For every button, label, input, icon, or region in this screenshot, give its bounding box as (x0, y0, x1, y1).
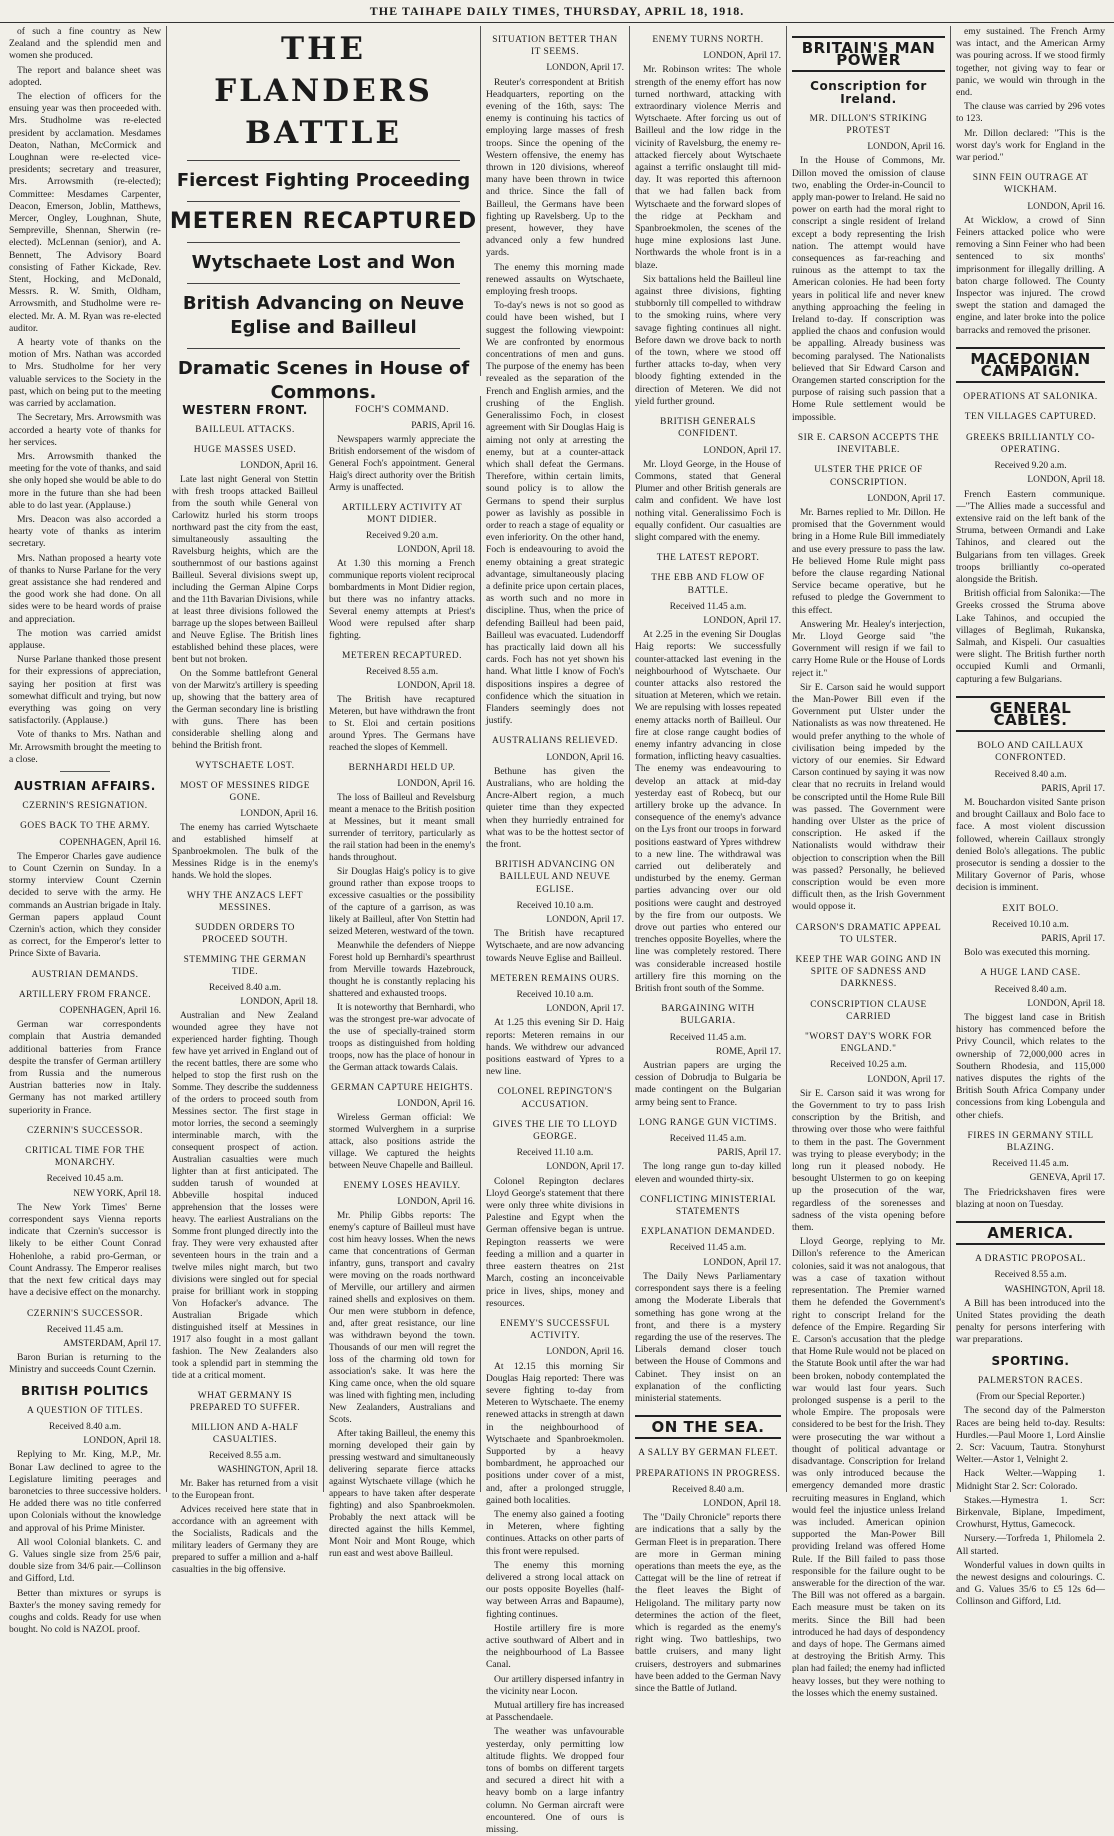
received-time: Received 9.20 a.m. (365, 531, 439, 541)
paragraph: The Emperor Charles gave audience to Count Czernin on Sunday. In a stormy interview Count Czernin decided to serve with the army. He commands an Austrian brigade in Italy. German papers applaud Count Czernin's action, which they consider as correct, for the Emperor's letter to Prince Sixte of Bavaria. (9, 850, 161, 960)
dateline: AMSTERDAM, April 17. (63, 1338, 161, 1349)
section-heading: ON THE SEA. (635, 1415, 781, 1439)
paragraph: After taking Bailleul, the enemy this morning developed their gain by pressing westward and simultaneously delivering separate fierce attacks against Wytschaete village (which he appears to have taken after desperate fighting) and also Spanbroekmolen. Probably the next attack will be directed against the hills Kemmel, Mont Noir and Mont Rouge, which run east and west above Bailleul. (329, 1429, 475, 1559)
paragraph: Answering Mr. Healey's interjection, Mr. Lloyd George said "the Government will resign if we fail to carry Home Rule or the House of Lords reject it." (792, 618, 945, 679)
subheading: TEN VILLAGES CAPTURED. (964, 412, 1097, 423)
dateline: LONDON, April 16. (546, 752, 624, 763)
paragraph: At 12.15 this morning Sir Douglas Haig reported: There was severe fighting to-day from Meteren to Wytschaete. The enemy renewed attacks in strength at dawn in the neighbourhood of Wytschaete and Spanbroekmolen. Supported by a heavy bombardment, he approached our positions under cover of a mist, and, after a prolonged struggle, gained both localities. (486, 1360, 624, 1506)
paragraph: Vote of thanks to Mrs. Nathan and Mr. Arrowsmith brought the meeting to a close. (9, 729, 161, 765)
subheading: GREEKS BRILLIANTLY CO-OPERATING. (966, 432, 1095, 455)
dateline: LONDON, April 16. (546, 1347, 624, 1358)
subheading: WHY THE ANZACS LEFT MESSINES. (186, 891, 303, 913)
paragraph: Mrs. Deacon was also accorded a hearty vote of thanks as interim secretary. (9, 513, 161, 550)
dateline: PARIS, April 17. (1041, 783, 1105, 794)
paragraph: It is noteworthy that Bernhardi, who was the strongest pre-war advocate of the use of specially-trained storm troops as distinguished from holding troops, now has the place of honour in the German attack towards Calais. (329, 1003, 475, 1073)
paragraph: The Secretary, Mrs. Arrowsmith was accorded a hearty vote of thanks for her services. (9, 412, 161, 448)
subheading: MR. DILLON'S STRIKING PROTEST (809, 113, 928, 137)
paragraph: The report and balance sheet was adopted. (9, 64, 161, 88)
paragraph: At 1.30 this morning a French communique reports violent reciprocal bombardments in Mont Didier region, but there was no infantry attacks. Several enemy attempts at Priest's Wood were repulsed after sharp fighting. (329, 559, 475, 641)
received-time: Received 11.45 a.m. (669, 601, 747, 612)
paragraph: Hostile artillery fire is more active southward of Albert and in the neighbourhood of La Bassee Canal. (486, 1622, 624, 1671)
subheading: SITUATION BETTER THAN IT SEEMS. (492, 35, 618, 58)
subheading: CONSCRIPTION CLAUSE CARRIED (810, 999, 927, 1022)
subheading: AUSTRIAN DEMANDS. (31, 969, 139, 980)
paragraph: Meanwhile the defenders of Nieppe Forest hold up Bernhardi's spearthrust from Merville towards Hazebrouck, thought he is constantly replacing his shattered and exhausted troops. (329, 941, 475, 999)
section-heading: WESTERN FRONT. (182, 403, 308, 417)
subheading: STEMMING THE GERMAN TIDE. (183, 955, 307, 977)
dateline: LONDON, April 18. (397, 681, 475, 691)
section-heading: AMERICA. (956, 1221, 1105, 1245)
dateline: LONDON, April 18. (240, 997, 318, 1007)
paragraph: Colonel Repington declares Lloyd George's statement that there were only three white divisions in Palestine and Egypt when the German offensive began is untrue. Repington reasserts we were feeding a million and a quarter in three eastern theatres on 21st March, costing an inconceivable price in lives, ships, money and resources. (486, 1175, 624, 1309)
subheading: BRITISH GENERALS CONFIDENT. (660, 417, 756, 440)
dateline: LONDON, April 17. (546, 63, 624, 74)
paragraph: M. Bouchardon visited Sante prison and brought Caillaux and Bolo face to face. A most violent discussion followed, wherein Caillaux strongly denied Bolo's allegations. The public prosecutor is sending a dossier to the Military Governor of Paris, whose decision is imminent. (956, 796, 1105, 894)
subheading: CZERNIN'S SUCCESSOR. (27, 1308, 143, 1319)
paragraph: Sir E. Carson said he would support the Man-Power Bill even if the Government put Ulster under the Nationalists as was now threatened. He would prefer anything to the whole of civilisation being impeded by the victory of our enemies. Sir Edward Carson continued by saying it was now clear that no recruits in Ireland would be conscripted until the Home Rule Bill was passed. The Government were handing over Ulster as the price of conscription. He asked if the Nationalists would withdraw their objection to conscription when the Bill was passed? Personally, he believed conscription would be even more difficult then, as the Irish Government would oppose it. (792, 681, 945, 913)
column-2b (324, 396, 481, 1559)
received-time: Received 10.10 a.m. (516, 900, 594, 911)
deck-1: Fiercest Fighting Proceeding (176, 170, 471, 191)
paragraph: The Friedrickshaven fires were blazing at noon on Tuesday. (956, 1186, 1105, 1210)
dateline: LONDON, April 16. (867, 142, 945, 153)
paragraph: Nursery.—Torfreda 1, Philomela 2. All started. (956, 1533, 1105, 1557)
divider (187, 201, 460, 202)
advertisement: Wonderful values in down quilts in the newest designs and colourings. C. and G. Values 35/6 to £5 12s 6d—Collinson and Gifford, Ltd. (956, 1559, 1105, 1608)
paragraph: The enemy has carried Wytschaete and established himself at Spanbroekmolen. The bulk of the Messines Ridge is in the enemy's hands. We hold the slopes. (172, 823, 318, 881)
received-time: Received 8.40 a.m. (671, 1484, 745, 1495)
dateline: COPENHAGEN, April 16. (59, 837, 161, 848)
dateline: NEW YORK, April 18. (73, 1188, 161, 1199)
column-6 (951, 26, 1110, 1608)
deck-4: British Advancing on Neuve Eglise and Bailleul (182, 293, 465, 338)
paragraph: Mrs. Arrowsmith thanked the meeting for the vote of thanks, and said she only hoped she would be able to do more in the future than she had been able to do last year. (Applause.) (9, 450, 161, 511)
received-time: Received 10.10 a.m. (992, 919, 1069, 930)
subheading: WYTSCHAETE LOST. (195, 761, 295, 771)
divider (187, 348, 460, 349)
received-time: Received 8.40 a.m. (48, 1421, 122, 1432)
subheading: OPERATIONS AT SALONIKA. (963, 392, 1098, 403)
byline: (From our Special Reporter.) (976, 1392, 1085, 1403)
dateline: LONDON, April 16. (1027, 201, 1105, 212)
section-heading: GENERAL CABLES. (956, 696, 1105, 732)
subheading: CONFLICTING MINISTERIAL STATEMENTS (639, 1194, 777, 1218)
paragraph: British official from Salonika:—The Greeks crossed the Struma above Lake Tahinos, and occupied the villages of Beglimah, Rukanska, Salmah, and Kispeli. Our casualties were slight. The British further north occupied Kumli and Ormanli, capturing a few Bulgarians. (956, 588, 1105, 685)
column-5 (787, 26, 951, 1699)
section-heading: AUSTRIAN AFFAIRS. (14, 778, 156, 793)
paragraph: The enemy this morning made renewed assaults on Wytschaete, employing fresh troops. (486, 261, 624, 298)
dateline: LONDON, April 17. (703, 1257, 781, 1268)
subheading: BARGAINING WITH BULGARIA. (661, 1004, 755, 1027)
paragraph: The second day of the Palmerston Races are being held to-day. Results: Hurdles.—Paul Moore 1, Lord Ainslie 2. Scr: Vacuum, Tautra. Stonyhurst Welter.—Astor 1, Velnight 2. (956, 1405, 1105, 1466)
received-time: Received 10.25 a.m. (830, 1060, 907, 1071)
subheading: PREPARATIONS IN PROGRESS. (635, 1468, 781, 1479)
paragraph: Mutual artillery fire has increased at Passchendaele. (486, 1700, 624, 1724)
subheading: A SALLY BY GERMAN FLEET. (638, 1448, 778, 1459)
paragraph: Lloyd George, replying to Mr. Dillon's reference to the American colonies, said it was not analogous, that was a case of taxation without representation. The Premier warned them he defended the Government's right to conscript Ireland for the defence of the Empire. Regarding Sir E. Carson's accusation that the pledge that Home Rule would not be placed on the Statute Book until after the war had been broken, nobody contemplated the war would last four years. Such prolonged suspense is a peril to the whole Empire. The proposals were considered to be best for the Irish. They were prosecuting the war without a thought of political advantage or disadvantage. Conscription for Ireland was only introduced because the emergency demanded more drastic recruiting measures in England, which would feel the injustice unless Ireland was included. American opinion supported the Man-Power Bill providing Ireland was offered Home Rule. If the Bill failed to pass those responsible for the failure ought to be answerable for the direction of the war. The Bill was not offered as a bargain. Each measure must be taken on its merits. Since the Bill had been introduced he had days of despondency and days of hope. The Germans aimed at destroying the British Army. This plan had failed; the enemy had inflicted heavy losses, but they were nothing to the losses which the enemy sustained. (792, 1236, 945, 1699)
paragraph: Mr. Dillon declared: "This is the worst day's work for England in the war period." (956, 127, 1105, 164)
received-time: Received 8.55 a.m. (994, 1270, 1067, 1281)
divider (187, 283, 460, 284)
received-time: Received 11.45 a.m. (669, 1134, 747, 1145)
dateline: PARIS, April 17. (717, 1148, 781, 1159)
column-3 (481, 26, 630, 1836)
dateline: LONDON, April 17. (546, 1162, 624, 1173)
paragraph: A hearty vote of thanks on the motion of Mrs. Nathan was accorded to Mrs. Studholme for her very valuable services to the Society in the past, which on being put to the meeting was carried by acclamation. (9, 337, 161, 410)
dateline: LONDON, April 17. (703, 445, 781, 456)
dateline: PARIS, April 17. (1041, 934, 1105, 944)
received-time: Received 11.45 a.m. (992, 1159, 1069, 1170)
subheading: BERNHARDI HELD UP. (348, 763, 456, 773)
paragraph: Sir E. Carson said it was wrong for the Government to try to pass Irish conscription by the British, and throwing over those who were faithful to them in the past. The Government was trying to please everybody; in the long run it pleased nobody. He besought Ulstermen to go on keeping up the prosecution of the war, regardless of the sorenesses and sadness of the vista opening before them. (792, 1087, 945, 1234)
paragraph: Sir Douglas Haig's policy is to give ground rather than expose troops to excessive casualties or the possibility of the capture of a garrison, as was likely at Bailleul, after Von Stettin had seized Meteren, westward of the town. (329, 867, 475, 937)
paragraph: On the Somme battlefront General von der Marwitz's artillery is speeding up, showing that the battery area of the German secondary line is bristling with guns. There has been considerable shelling along and behind the British front. (172, 669, 318, 751)
paragraph: German war correspondents complain that Austria demanded additional batteries from France despite the transfer of German artillery from Russia and the numerous Austrian batteries now in Italy. Germany has not marked artillery superiority in France. (9, 1019, 161, 1116)
section-heading: BRITISH POLITICS (21, 1383, 149, 1398)
paragraph: Advices received here state that in accordance with an agreement with the Socialists, Radicals and the military leaders of Germany they are prepared to suffer a million and a-half casualties in the big offensive. (172, 1505, 318, 1575)
paragraph: Mr. Lloyd George, in the House of Commons, stated that General Plumer and other British generals are calm and confident. We have lost nothing vital. Generalissimo Foch is equally confident. Our casualties are slight compared with the enemy. (635, 458, 781, 543)
dateline: LONDON, April 16. (397, 779, 475, 789)
subheading: WHAT GERMANY IS PREPARED TO SUFFER. (189, 1391, 301, 1413)
subheading: LONG RANGE GUN VICTIMS. (639, 1117, 777, 1128)
subheading: KEEP THE WAR GOING AND IN SPITE OF SADNESS AND DARKNESS. (795, 955, 942, 990)
paragraph: At 2.25 in the evening Sir Douglas Haig reports: We successfully counter-attacked last evening in the neighbourhood of Wytschaete. Our counter attacks also restored the situation at Meteren, which we retain. We are repulsing with losses repeated enemy attacks north of Bailleul. Our fire at close range caught bodies of enemy infantry advancing in close formation, inflicting heavy casualties. The enemy was endeavouring to develop an attack at mid-day yesterday east of Robecq, but our artillery broke up the advance. In consequence of the enemy's advance on the Lys front our troops in forward positions eastward of Ypres withdrew to a new line. The withdrawal was carried out deliberately and undisturbed by the enemy. German parties advancing over our old positions were caught and destroyed by the fire from our outposts. We drove out parties who entered our trenches opposite Boyelles, where the line was completely restored. There was considerable increased hostile artillery fire this morning on the British front south of the Somme. (635, 629, 781, 995)
subheading: BAILLEUL ATTACKS. (195, 425, 295, 435)
received-time: Received 11.45 a.m. (669, 1032, 747, 1043)
dateline: WASHINGTON, April 18. (217, 1465, 318, 1475)
subheading: MOST OF MESSINES RIDGE GONE. (180, 781, 310, 803)
dateline: LONDON, April 16. (397, 1099, 475, 1109)
dateline: WASHINGTON, April 18. (1004, 1284, 1105, 1295)
dateline: LONDON, April 16. (240, 809, 318, 819)
subheading: ARTILLERY FROM FRANCE. (18, 989, 152, 1000)
paragraph: The British have recaptured Wytschaete, and are now advancing towards Neuve Eglise and Bailleul. (486, 928, 624, 964)
paragraph: Our artillery dispersed infantry in the vicinity near Locon. (486, 1673, 624, 1697)
lead-story-header (167, 26, 481, 403)
paragraph: French Eastern communique.—"The Allies made a successful and extensive raid on the left bank of the Struma, between Ormandi and Lake Tahinos, and cleared out the Bulgarians from ten villages. Greek troops brilliantly co-operated alongside the British. (956, 488, 1105, 585)
subheading: A QUESTION OF TITLES. (26, 1405, 144, 1416)
paragraph: Reuter's correspondent at British Headquarters, reporting on the evening of the 16th, says: The enemy is continuing his tactics of employing large masses of fresh troops. Since the opening of the Western offensive, the enemy has thrown in 120 divisions, whereof many have been thrown in twice and thrice. Since the fall of Bailleul, the Germans have been fighting up Ravelsberg. Up to the present, however, they have advanced only a few hundred yards. (486, 76, 624, 259)
dateline: COPENHAGEN, April 16. (59, 1006, 161, 1017)
divider (187, 160, 460, 161)
dateline: GENEVA, April 17. (1029, 1173, 1105, 1184)
subheading: SINN FEIN OUTRAGE AT WICKHAM. (972, 173, 1089, 196)
divider (60, 771, 110, 772)
paragraph: The biggest land case in British history has commenced before the Privy Council, which relates to the ownership of 72,000,000 acres in Southern Rhodesia, and 115,000 natives disputes the rights of the British South Africa Company under concessions from king Lobengula and other chiefs. (956, 1012, 1105, 1121)
dateline: LONDON, April 18. (1027, 998, 1105, 1009)
paragraph: Mr. Baker has returned from a visit to the European front. (172, 1479, 318, 1501)
newspaper-page (4, 26, 1110, 1836)
dateline: LONDON, April 17. (703, 51, 781, 62)
subheading: ENEMY TURNS NORTH. (652, 35, 764, 45)
paragraph: Mr. Philip Gibbs reports: The enemy's capture of Bailleul must have cost him heavy losses. When the news came that concentrations of German infantry, guns, transport and cavalry were moving on the roads northward of Merville, our artillery and airmen rained shells and explosives on them. Our men were stubborn in defence, and, after great resistance, our line was withdrawn beyond the town. Thousands of our men will regret the loss of the charming old town for association's sake. It was here the King came once, when the old square was lined with fighting men, including New Zealanders, Australians and Scots. (329, 1211, 475, 1425)
subheading: FOCH'S COMMAND. (354, 405, 450, 415)
main-headline: THE FLANDERS BATTLE (214, 31, 433, 151)
deck-5: Dramatic Scenes in House of Commons. (177, 358, 470, 403)
paragraph: Mrs. Nathan proposed a hearty vote of thanks to Nurse Parlane for the very great assistance she had rendered and the good work she had done. On all sides were to be heard words of praise and appreciation. (9, 552, 161, 625)
paragraph: The British have recaptured Meteren, but have withdrawn the front to St. Eloi and certain positions around Ypres. The Germans have reached the slopes of Kemmell. (329, 695, 475, 753)
subheading: SIR E. CARSON ACCEPTS THE INEVITABLE. (797, 432, 940, 456)
dateline: LONDON, April 17. (546, 915, 624, 926)
received-time: Received 10.10 a.m. (516, 990, 594, 1001)
deck-2: METEREN RECAPTURED (169, 209, 478, 234)
dateline: PARIS, April 16. (411, 421, 475, 431)
deck-3: Wytschaete Lost and Won (191, 252, 456, 273)
paragraph: A Bill has been introduced into the United States providing the death penalty for persons interfering with war preparations. (956, 1297, 1105, 1346)
paragraph: Six battalions held the Bailleul line against three divisions, fighting stubbornly till compelled to withdraw to the smoking ruins, where very savage fighting continues all night. Before dawn we drove back to north of the town, where we stood off further attacks to-day, when very bloody fighting extended in the direction of Meteren. We did not yield further ground. (635, 273, 781, 407)
subheading: CZERNIN'S RESIGNATION. (22, 801, 148, 812)
paragraph: The election of officers for the ensuing year was then proceeded with. Mrs. Studholme was re-elected president by acclamation. Mesdames Deaton, Nathan, McCormick and Loughnan were re-elected vice-presidents; secretary and treasurer, Mrs. Arrowsmith (re-elected); Committee: Mesdames Carpenter, Deacon, Emerson, Joblin, Matthews, Mercer, Ongley, Loughnan, Shute, Sempreville, Shennan, Sherwin (re-elected). McLennan (senior), and A. Bennett, The Advisory Board consisting of Father Kickade, Rev. Stent, Hocking, and McDonald, Messrs. R. W. Smith, Oldham, Arrowsmith, and Studholme were re-elected. Mr. A. M. Ryan was re-elected auditor. (9, 91, 161, 334)
paragraph: Bethune has given the Australians, who are holding the Ancre-Albert region, a much quieter time than they expected when they hurriedly entrained for what was to be the hottest sector of the front. (486, 765, 624, 850)
dateline: LONDON, April 16. (397, 1197, 475, 1207)
paragraph: The New York Times' Berne correspondent says Vienna reports indicate that Czernin's successor is likely to be either Count Conrad Hohenlohe, a rabid pro-German, or Count Andrassy. The Emperor realises that the next few critical days may have a decisive effect on the monarchy. (9, 1201, 161, 1299)
dateline: LONDON, April 16. (240, 461, 318, 471)
subheading: FIRES IN GERMANY STILL BLAZING. (967, 1130, 1094, 1154)
subheading: METEREN REMAINS OURS. (490, 973, 620, 984)
paragraph: The Daily News Parliamentary correspondent says there is a feeling among the Moderate Liberals that something has gone wrong at the front, and there is a mystery regarding the use of the reserves. The Liberals demand closer touch between the House of Commons and Cabinet. They insist on an explanation of the conflicting ministerial statements. (635, 1270, 781, 1404)
dateline: LONDON, April 18. (1027, 475, 1105, 486)
subheading: HUGE MASSES USED. (193, 445, 297, 455)
subheading: BOLO AND CAILLAUX CONFRONTED. (977, 741, 1084, 764)
paragraph: Mr. Barnes replied to Mr. Dillon. He promised that the Government would bring in a Home Rule Bill immediately and use every pressure to pass the law. He believed Home Rule might pass before the clause regarding National Service became operative, but he refused to pledge the Government to this effect. (792, 506, 945, 616)
dateline: LONDON, April 17. (867, 1074, 945, 1085)
paragraph: The long range gun to-day killed eleven and wounded thirty-six. (635, 1161, 781, 1185)
paragraph: Replying to Mr. King, M.P., Mr. Bonar Law declined to agree to the Legislature limiting peerages and baronetcies to three successive holders. He added there was no title conferred upon Colonials without the knowledge and approval of his Prime Minister. (9, 1449, 161, 1534)
dateline: LONDON, April 17. (546, 1004, 624, 1015)
section-heading: MACEDONIAN CAMPAIGN. (956, 347, 1105, 383)
subheading: AUSTRALIANS RELIEVED. (491, 736, 619, 747)
paragraph: The weather was unfavourable yesterday, only permitting low altitude flights. We dropped four tons of bombs on different targets and secured a direct hit with a heavy bomb on a large infantry column. No German aircraft were encountered. One of ours is missing. (486, 1726, 624, 1836)
paragraph: of such a fine country as New Zealand and the splendid men and women she produced. (9, 26, 161, 62)
column-1 (4, 26, 167, 1636)
subheading: CARSON'S DRAMATIC APPEAL TO ULSTER. (795, 922, 942, 945)
divider (187, 242, 460, 243)
subheading: ULSTER THE PRICE OF CONSCRIPTION. (814, 465, 923, 488)
subheading: GERMAN CAPTURE HEIGHTS. (331, 1083, 473, 1093)
paragraph: The enemy also gained a footing in Meteren, where fighting continues. Attacks on other parts of this front were repulsed. (486, 1508, 624, 1557)
paragraph: Mr. Robinson writes: The whole strength of the enemy effort has now turned northward, attacking with extraordinary violence Merris and Wytschaete. After forcing us out of Bailleul and the low ridge in the vicinity of Ravelsburg, the enemy re-attacked fiercely about Wytschaete against a terrific onslaught till mid-day. It was reported this afternoon that we had fallen back from Wytschaete and the forward slopes of the ridge at Peckham and Spanbroekmolen, the scenes of the huge mine explosions last June. Northwards the whole front is in a blaze. (635, 64, 781, 271)
section-heading: Conscription for Ireland. (810, 79, 927, 106)
paragraph: To-day's news is not so good as could have been wished, but I suggest the following viewpoint: We are confronted by enormous concentrations of men and guns. The purpose of the enemy has been revealed as the separation of the French and English armies, and the crushing of the English. Generalissimo Foch, in closest agreement with Sir Douglas Haig is aiming not only at arresting the enemy, but at a counter-attack which shall defeat the Germans. Therefore, within certain limits, sound policy is to allow the Germans to spend their surplus power as lavishly as possible in order to reach a stage of equality or even inferiority. On the other hand, Foch is endeavouring to avoid the enemy obtaining a great strategic advantage, simultaneously placing a definite price upon certain places, as worth such and no more in discipline. Thus, when the price of defending Bailleul had been paid, Bailleul was evacuated. Ludendorff has practically laid down all his cards. Foch has not yet shown his hand. What little I know of Foch's dispositions inspires a degree of confidence which the situation in Flanders seemingly does not justify. (486, 300, 624, 727)
paragraph: Austrian papers are urging the cession of Dobrudja to Bulgaria be made contingent on the Bulgarian army being sent to France. (635, 1060, 781, 1108)
section-heading: BRITAIN'S MAN POWER (792, 36, 945, 72)
subheading: COLONEL REPINGTON'S ACCUSATION. (497, 1087, 613, 1110)
paragraph: Stakes.—Hymestra 1. Scr: Birkenvale, Biplane, Impediment, Crowhurst, Hyttus, Gamecock. (956, 1494, 1105, 1531)
paragraph: The "Daily Chronicle" reports there are indications that a sally by the German Fleet is in preparation. There are more in German mining operations than meets the eye, as the Cattegat will be the line of retreat if the fleet leaves the Bight of Heligoland. The military party now determines the action of the fleet, which is regarded as the enemy's right wing. Two battleships, two battle cruisers, and many light cruisers, destroyers and submarines have been added to the German Navy since the Battle of Jutland. (635, 1512, 781, 1694)
dateline: ROME, April 17. (715, 1046, 781, 1057)
subheading: ENEMY'S SUCCESSFUL ACTIVITY. (500, 1318, 610, 1342)
received-time: Received 8.40 a.m. (994, 984, 1067, 995)
paragraph: At Wicklow, a crowd of Sinn Feiners attacked police who were removing a Sinn Feiner who had been sentenced to six months' imprisonment for illegally drilling. A baton charge followed. The County Inspector was injured. The crowd swept the station and damaged the engine, and later broke into the police barracks and removed the prisoner. (956, 214, 1105, 336)
subheading: CRITICAL TIME FOR THE MONARCHY. (25, 1146, 145, 1169)
advertisement: Better than mixtures or syrups is Baxter's the money saving remedy for coughs and colds. Ready for use when bought. No cold is NAZOL proof. (9, 1587, 161, 1636)
section-heading: SPORTING. (991, 1353, 1070, 1368)
column-4 (630, 26, 787, 1694)
paragraph: In the House of Commons, Mr. Dillon moved the omission of clause two, enabling the Order-in-Council to apply man-power to Ireland. He said no power on earth had the moral right to conscript a single resident of Ireland except a body representing the Irish nation. The attempt would have consequences as far-reaching and ruinous as the attempt to tax the American colonies. He had been forty years in political life and never knew anything approaching the feeling in Ireland to-day. If conscription was applied the chaos and confusion would be appalling. Already business was becoming paralysed. The Nationalists believed that Sir Edward Carson and Orangemen started conscription for the purpose of raising such passion that a Home Rule settlement would be impossible. (792, 155, 945, 423)
subheading: ENEMY LOSES HEAVILY. (343, 1181, 461, 1191)
subheading: CZERNIN'S SUCCESSOR. (27, 1125, 143, 1136)
subheading: THE LATEST REPORT. (656, 553, 760, 564)
dateline: LONDON, April 18. (397, 545, 475, 555)
paragraph: Newspapers warmly appreciate the British endorsement of the wisdom of General Foch's appointment. General Haig's direct authority over the British Army is unaffected. (329, 435, 475, 493)
subheading: ARTILLERY ACTIVITY AT MONT DIDIER. (341, 503, 463, 525)
received-time: Received 8.40 a.m. (994, 769, 1067, 780)
received-time: Received 11.45 a.m. (669, 1243, 747, 1254)
received-time: Received 8.40 a.m. (208, 983, 282, 993)
subheading: A DRASTIC PROPOSAL. (975, 1254, 1086, 1265)
received-time: Received 9.20 a.m. (994, 461, 1067, 472)
subheading: THE EBB AND FLOW OF BATTLE. (651, 573, 765, 596)
subheading: PALMERSTON RACES. (978, 1375, 1083, 1386)
paragraph: Bolo was executed this morning. (964, 947, 1091, 959)
subheading: MILLION AND A-HALF CASUALTIES. (191, 1423, 299, 1445)
paragraph: The motion was carried amidst applause. (9, 627, 161, 651)
dateline: LONDON, April 18. (83, 1436, 161, 1447)
dateline: LONDON, April 18. (703, 1498, 781, 1509)
paragraph: Nurse Parlane thanked those present for their expressions of appreciation, saying her position at first was somewhat difficult and trying, but now everything was going on very satisfactorily. (Applause.) (9, 654, 161, 727)
received-time: Received 8.55 a.m. (208, 1451, 282, 1461)
subheading: METEREN RECAPTURED. (342, 651, 462, 661)
received-time: Received 8.55 a.m. (365, 667, 439, 677)
paragraph: Australian and New Zealand wounded agree they have not experienced harder fighting. Though few have yet arrived in England out of the recent battles, there are some who helped to stop the first rush on the Somme. They describe the suddenness of the orders to proceed south from Messines sector. The first stage in motor lorries, the second a seemingly interminable march, with the consequent prospect of action. Australian casualties were much lighter than at first anticipated. The sudden tarush of wounded at Abbeville hospital induced apprehension that the losses were heavy. The earliest Australians on the Somme front plunged directly into the fray. They were very exhausted after seventeen hours in the train and a twelve miles night march, but two divisions were singled out for special praise for brilliant work in stopping Von Hofacker's advance. The Australian Brigade which distinguished itself at Messines in 1917 also fought in a most gallant fashion. The New Zealanders also took a splendid part in stemming the tide at a critical moment. (172, 1011, 318, 1381)
paragraph: The loss of Bailleul and Revelsburg meant a menace to the British position at Messines, but it meant small surrender of territory, particularly as the rail station had been in the enemy's hands throughout. (329, 793, 475, 863)
paragraph: Late last night General von Stettin with fresh troops attacked Bailleul from the south while General von Carlowitz hurled his storm troops northward past the city from the east, simultaneously assaulting the Ravelsburg heights, which are the southernmost of our bastions against Bailleul. Several divisions swept up, including the German Alpine Corps and the 11th Bavarian Divisions, while at least three divisions followed the barrage up the slopes between Bailleul and Neuve Eglise. The British lines established behind these places, were bent but not broken. (172, 475, 318, 665)
paragraph: At 1.25 this evening Sir D. Haig reports: Meteren remains in our hands. We withdrew our advanced positions eastward of Ypres to a new line. (486, 1017, 624, 1078)
masthead: THE TAIHAPE DAILY TIMES, THURSDAY, APRIL 18, 1918. (0, 0, 1114, 23)
received-time: Received 11.10 a.m. (516, 1148, 594, 1159)
paragraph: Hack Welter.—Wapping 1. Midnight Star 2. Scr: Colorado. (956, 1468, 1105, 1492)
subheading: GIVES THE LIE TO LLOYD GEORGE. (492, 1119, 618, 1143)
paragraph: Wireless German official: We stormed Wulverghem in a surprise attack, also positions astride the village. We captured the heights between Neuve Chapelle and Bailleul. (329, 1113, 475, 1171)
received-time: Received 10.45 a.m. (46, 1174, 124, 1185)
received-time: Received 11.45 a.m. (46, 1324, 124, 1335)
dateline: LONDON, April 17. (703, 615, 781, 626)
advertisement: All wool Colonial blankets. C. and G. Values single size from 25/6 pair, double size from 34/6 pair.—Collinson and Gifford, Ltd. (9, 1536, 161, 1585)
subheading: SUDDEN ORDERS TO PROCEED SOUTH. (195, 923, 295, 945)
column-2a (167, 396, 324, 1575)
subheading: GOES BACK TO THE ARMY. (20, 821, 150, 832)
dateline: LONDON, April 17. (867, 493, 945, 504)
subheading: A HUGE LAND CASE. (980, 968, 1081, 979)
subheading: EXIT BOLO. (1002, 903, 1059, 914)
subheading: "WORST DAY'S WORK FOR ENGLAND." (804, 1032, 933, 1055)
paragraph: The clause was carried by 296 votes to 123. (956, 101, 1105, 125)
subheading: EXPLANATION DEMANDED. (641, 1227, 775, 1238)
subheading: BRITISH ADVANCING ON BAILLEUL AND NEUVE EGLISE. (495, 860, 615, 895)
paragraph: The enemy this morning delivered a strong local attack on our posts opposite Boyelles (half-way between Arras and Bapaume), fighting continues. (486, 1559, 624, 1620)
paragraph: emy sustained. The French Army was intact, and the American Army was pouring across. If we stood firmly together, not giving way to fear or panic, we would win through in the end. (956, 26, 1105, 99)
paragraph: Baron Burian is returning to the Ministry and succeeds Count Czernin. (9, 1352, 161, 1376)
